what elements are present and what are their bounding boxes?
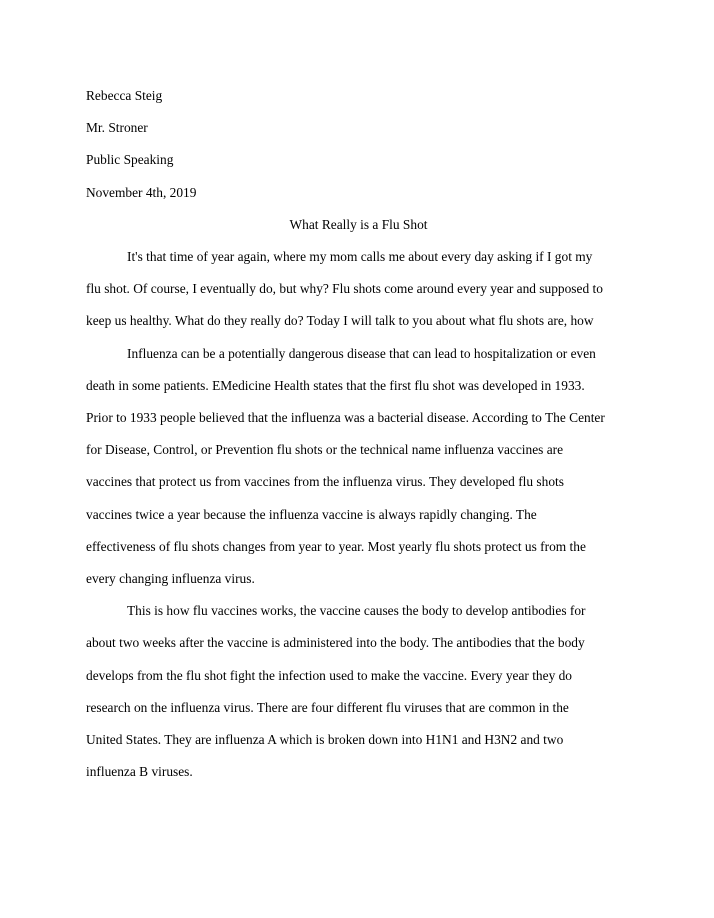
paragraph-2 [86,338,631,596]
document-date: November 4th, 2019 [86,184,197,200]
document-body [86,80,631,788]
paragraph-1 [86,241,631,338]
paragraph-line: develops from the flu shot fight the infection used to make the vaccine. Every year they do [86,667,572,683]
paragraph-line: influenza B viruses. [86,764,193,780]
paragraph-line: flu shot. Of course, I eventually do, but why? Flu shots come around every year and supposed to [86,281,603,297]
paragraph-3 [86,595,631,788]
paragraph-line: It's that time of year again, where my mom calls me about every day asking if I got my [127,249,593,265]
course-name: Public Speaking [86,152,174,168]
essay-title: What Really is a Flu Shot [289,216,428,232]
paragraph-line: vaccines twice a year because the influenza vaccine is always rapidly changing. The [86,506,537,522]
paragraph-line: death in some patients. EMedicine Health states that the first flu shot was developed in 1933. [86,377,585,393]
paragraph-line: for Disease, Control, or Prevention flu shots or the technical name influenza vaccines are [86,442,564,458]
paragraph-line: effectiveness of flu shots changes from year to year. Most yearly flu shots protect us from the [86,538,586,554]
paragraph-line: Influenza can be a potentially dangerous disease that can lead to hospitalization or even [127,345,596,361]
author-name: Rebecca Steig [86,88,163,103]
paragraph-line: United States. They are influenza A which is broken down into H1N1 and H3N2 and two [86,732,564,748]
paragraph-line: keep us healthy. What do they really do? Today I will talk to you about what flu shots are, how [86,313,594,329]
paragraph-line: about two weeks after the vaccine is administered into the body. The antibodies that the body [86,635,585,651]
paragraph-line: research on the influenza virus. There are four different flu viruses that are common in the [86,699,569,715]
paragraph-line: Prior to 1933 people believed that the influenza was a bacterial disease. According to The Center [86,410,605,426]
instructor-name: Mr. Stroner [86,120,148,136]
paragraph-line: vaccines that protect us from vaccines from the influenza virus. They developed flu shots [86,474,564,490]
paragraph-line: This is how flu vaccines works, the vaccine causes the body to develop antibodies for [127,603,586,619]
paragraph-line: every changing influenza virus. [86,571,255,587]
